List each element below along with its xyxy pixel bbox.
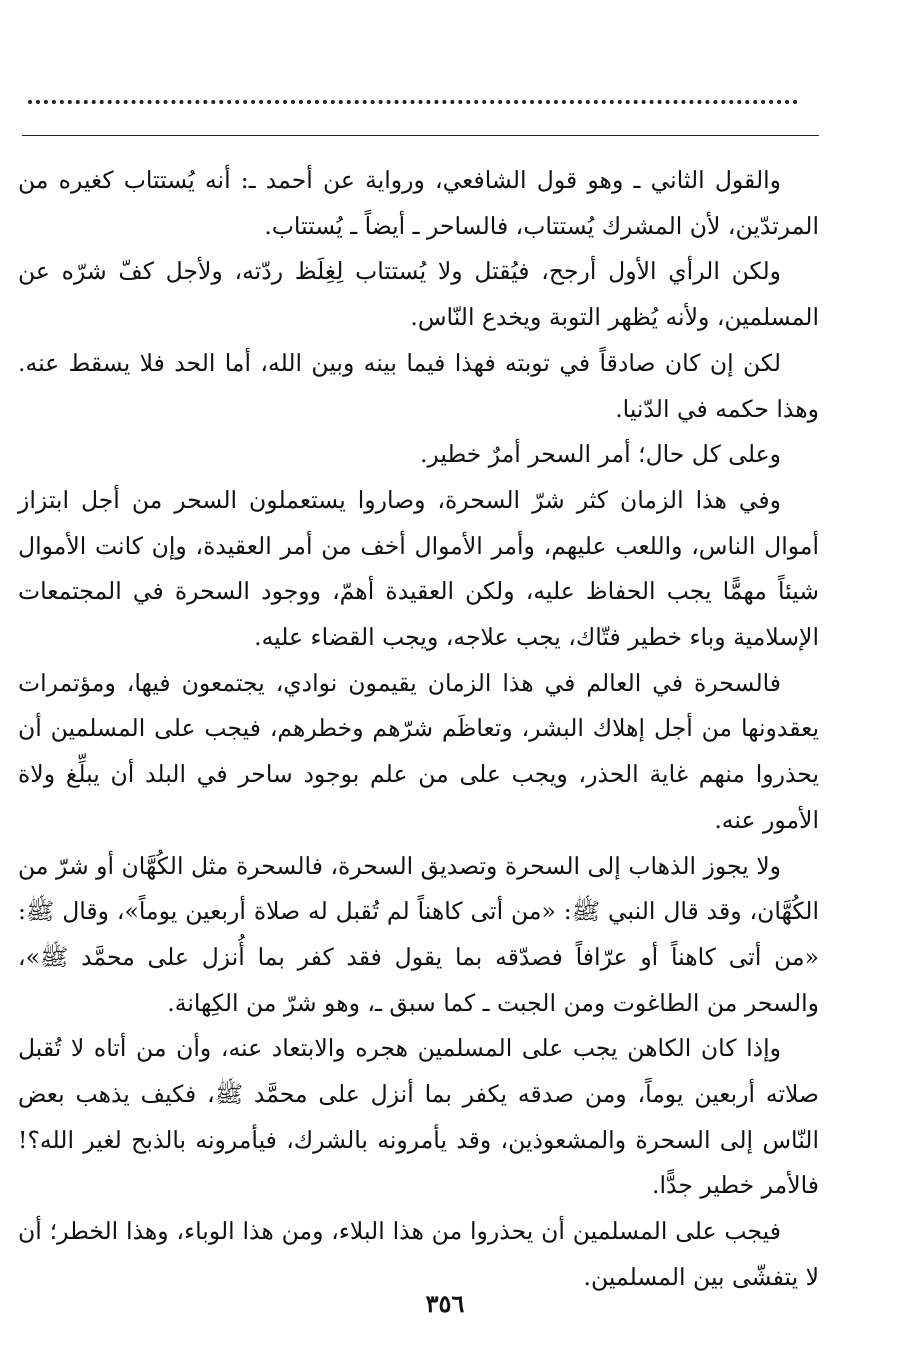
main-text: [18, 158, 819, 1301]
paragraph: فالسحرة في العالم في هذا الزمان يقيمون نوادي، يجتمعون فيها، ومؤتمرات يعقدونها من أجل إهلاك البشر، وتعاظَم شرّهم وخطرهم، فيجب على المسلمين أن يحذروا منهم غاية الحذر، ويجب على من علم بوجود ساحر في البلد أن يبلِّغ ولاة الأمور عنه.: [18, 668, 819, 834]
paragraph: وإذا كان الكاهن يجب على المسلمين هجره والابتعاد عنه، وأن من أتاه لا تُقبل صلاته أربعين يوماً، ومن صدقه يكفر بما أنزل على محمَّد ﷺ، فكيف يذهب بعض النّاس إلى السحرة والمشعوذين، وقد يأمرونه بالشرك، فيأمرونه بالذبح لغير الله؟! فالأمر خطير جدًّا.: [18, 1034, 819, 1200]
paragraph: ولكن الرأي الأول أرجح، فيُقتل ولا يُستتاب لِغِلَظ ردّته، ولأجل كفّ شرّه عن المسلمين، ولأنه يُظهر التوبة ويخدع النّاس.: [18, 257, 819, 332]
paragraph: ولا يجوز الذهاب إلى السحرة وتصديق السحرة، فالسحرة مثل الكُهَّان أو شرّ من الكُهَّان، وقد قال النبي ﷺ: «من أتى كاهناً لم تُقبل له صلاة أربعين يوماً»، وقال ﷺ: «من أتى كاهناً أو عرّافاً فصدّقه بما يقول فقد كفر بما أُنزل على محمَّد ﷺ»، والسحر من الطاغوت ومن الجبت ـ كما سبق ـ، وهو شرّ من الكِهانة.: [18, 851, 819, 1017]
page-number-container: [0, 1289, 908, 1318]
paragraph: وفي هذا الزمان كثر شرّ السحرة، وصاروا يستعملون السحر من أجل ابتزاز أموال الناس، واللعب عليهم، وأمر الأموال أخف من أمر العقيدة، وإن كانت الأموال شيئاً مهمًّا يجب الحفاظ عليه، ولكن العقيدة أهمّ، ووجود السحرة في المجتمعات الإسلامية وباء خطير فتّاك، يجب علاجه، ويجب القضاء عليه.: [18, 485, 819, 652]
dotted-separator: [28, 100, 798, 112]
paragraph: والقول الثاني ـ وهو قول الشافعي، ورواية عن أحمد ـ: أنه يُستتاب كغيره من المرتدّين، لأن المشرك يُستتاب، فالساحر ـ أيضاً ـ يُستتاب.: [18, 166, 819, 240]
paragraph: لكن إن كان صادقاً في توبته فهذا فيما بينه وبين الله، أما الحد فلا يسقط عنه. وهذا حكمه في الدّنيا.: [18, 348, 819, 423]
paragraph: وعلى كل حال؛ أمر السحر أمرٌ خطير.: [419, 440, 781, 469]
header-rule: [22, 135, 819, 136]
page-number: ٣٥٦: [425, 1289, 465, 1318]
paragraph: فيجب على المسلمين أن يحذروا من هذا البلاء، ومن هذا الوباء، وهذا الخطر؛ أن لا يتفشّى بين المسلمين.: [18, 1217, 819, 1291]
